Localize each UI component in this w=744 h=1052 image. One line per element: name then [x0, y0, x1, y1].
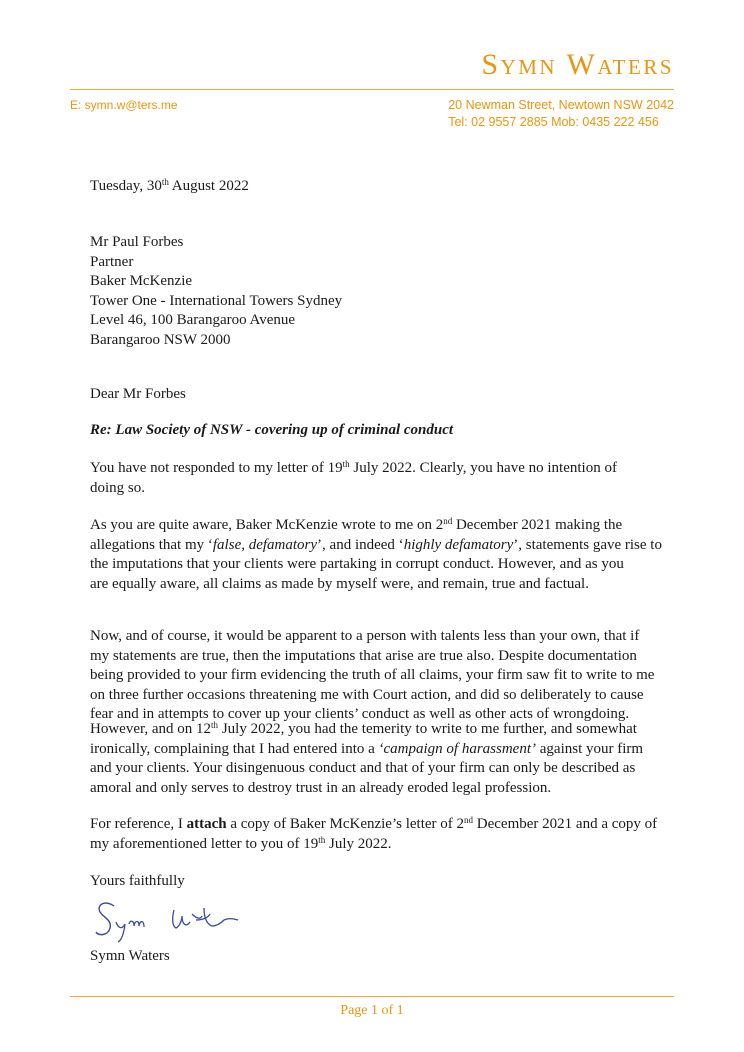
recipient-line: Barangaroo NSW 2000: [90, 331, 231, 348]
text: Now, and of course, it would be apparent to a person with talents less than your own, that if: [90, 628, 640, 644]
recipient-line: Level 46, 100 Barangaroo Avenue: [90, 312, 296, 328]
text: December 2021 making the: [452, 517, 623, 533]
text: ’, statements gave rise to: [513, 536, 662, 553]
text: a copy of Baker McKenzie’s letter of 2: [226, 816, 465, 832]
ordinal-suffix: th: [211, 720, 219, 730]
text: However, and on 12: [90, 721, 212, 737]
text: are equally aware, all claims as made by myself were, and remain, true and factual.: [90, 575, 589, 592]
text: the imputations that your clients were partaking in corrupt conduct. However, and as you: [90, 556, 624, 572]
text: my statements are true, then the imputations that arise are true also. Despite documentation: [90, 647, 637, 664]
quoted-phrase: ‘campaign of harassment’: [378, 740, 537, 757]
salutation: Dear Mr Forbes: [90, 386, 186, 402]
text: doing so.: [90, 479, 146, 496]
paragraph-3: [90, 627, 670, 725]
paragraph-2: [90, 516, 670, 594]
date-day: Tuesday, 30: [90, 178, 162, 194]
closing: Yours faithfully: [90, 873, 185, 889]
text: As you are quite aware, Baker McKenzie wrote to me on 2: [90, 517, 444, 533]
text: July 2022. Clearly, you have no intention of: [349, 460, 617, 476]
recipient-line: Baker McKenzie: [90, 273, 193, 289]
text: July 2022.: [325, 835, 392, 852]
ordinal-suffix: nd: [464, 815, 474, 825]
text: You have not responded to my letter of 19: [90, 460, 343, 476]
paragraph-1: [90, 459, 670, 498]
text: For reference, I: [90, 816, 187, 832]
text: July 2022, you had the temerity to write to me further, and somewhat: [218, 721, 637, 737]
signature-image: [92, 896, 272, 946]
letterhead-brand: Symn Waters: [481, 48, 674, 81]
ordinal-suffix: nd: [443, 516, 453, 526]
phone-line: Tel: 02 9557 2885 Mob: 0435 222 456: [448, 115, 659, 129]
text: ’, and indeed ‘: [317, 536, 404, 553]
text: December 2021 and a copy of: [473, 816, 658, 832]
quoted-phrase: highly defamatory: [403, 536, 514, 553]
text: my aforementioned letter to you of 19: [90, 835, 319, 852]
ordinal-suffix: th: [318, 834, 326, 845]
header-rule: [70, 89, 674, 90]
text: allegations that my ‘: [90, 536, 213, 553]
emphasis: attach: [186, 816, 227, 832]
ordinal-suffix: th: [342, 459, 350, 469]
text: amoral and only serves to destroy trust in an already eroded legal profession.: [90, 779, 552, 796]
letterhead-address: [448, 97, 674, 131]
date-suffix: th: [161, 177, 169, 187]
recipient-address: [90, 233, 670, 350]
quoted-phrase: false, defamatory: [212, 536, 318, 553]
text: and your clients. Your disingenuous conduct and that of your firm can only be described as: [90, 760, 636, 776]
subject-line: Re: Law Society of NSW - covering up of criminal conduct: [90, 422, 454, 438]
text: fear and in attempts to cover up your clients’ conduct as well as other acts of wrongdoing.: [90, 706, 630, 722]
recipient-line: Tower One - International Towers Sydney: [90, 292, 343, 309]
date-rest: August 2022: [168, 178, 249, 194]
text: against your firm: [536, 740, 644, 757]
text: on three further occasions threatening me with Court action, and did so deliberately to cause: [90, 686, 644, 703]
footer-rule: [70, 996, 674, 997]
paragraph-4: [90, 720, 670, 798]
text: ironically, complaining that I had entered into a: [90, 740, 379, 757]
page-number: Page 1 of 1: [340, 1003, 404, 1018]
paragraph-5: [90, 815, 670, 854]
recipient-line: Partner: [90, 253, 134, 270]
letterhead-email: E: symn.w@ters.me: [70, 98, 178, 112]
text: being provided to your firm evidencing the truth of all claims, your firm saw fit to write to me: [90, 667, 655, 683]
signer-name: Symn Waters: [90, 948, 170, 964]
recipient-line: Mr Paul Forbes: [90, 234, 184, 250]
address-line: 20 Newman Street, Newtown NSW 2042: [448, 98, 674, 112]
letter-date: [90, 177, 670, 197]
